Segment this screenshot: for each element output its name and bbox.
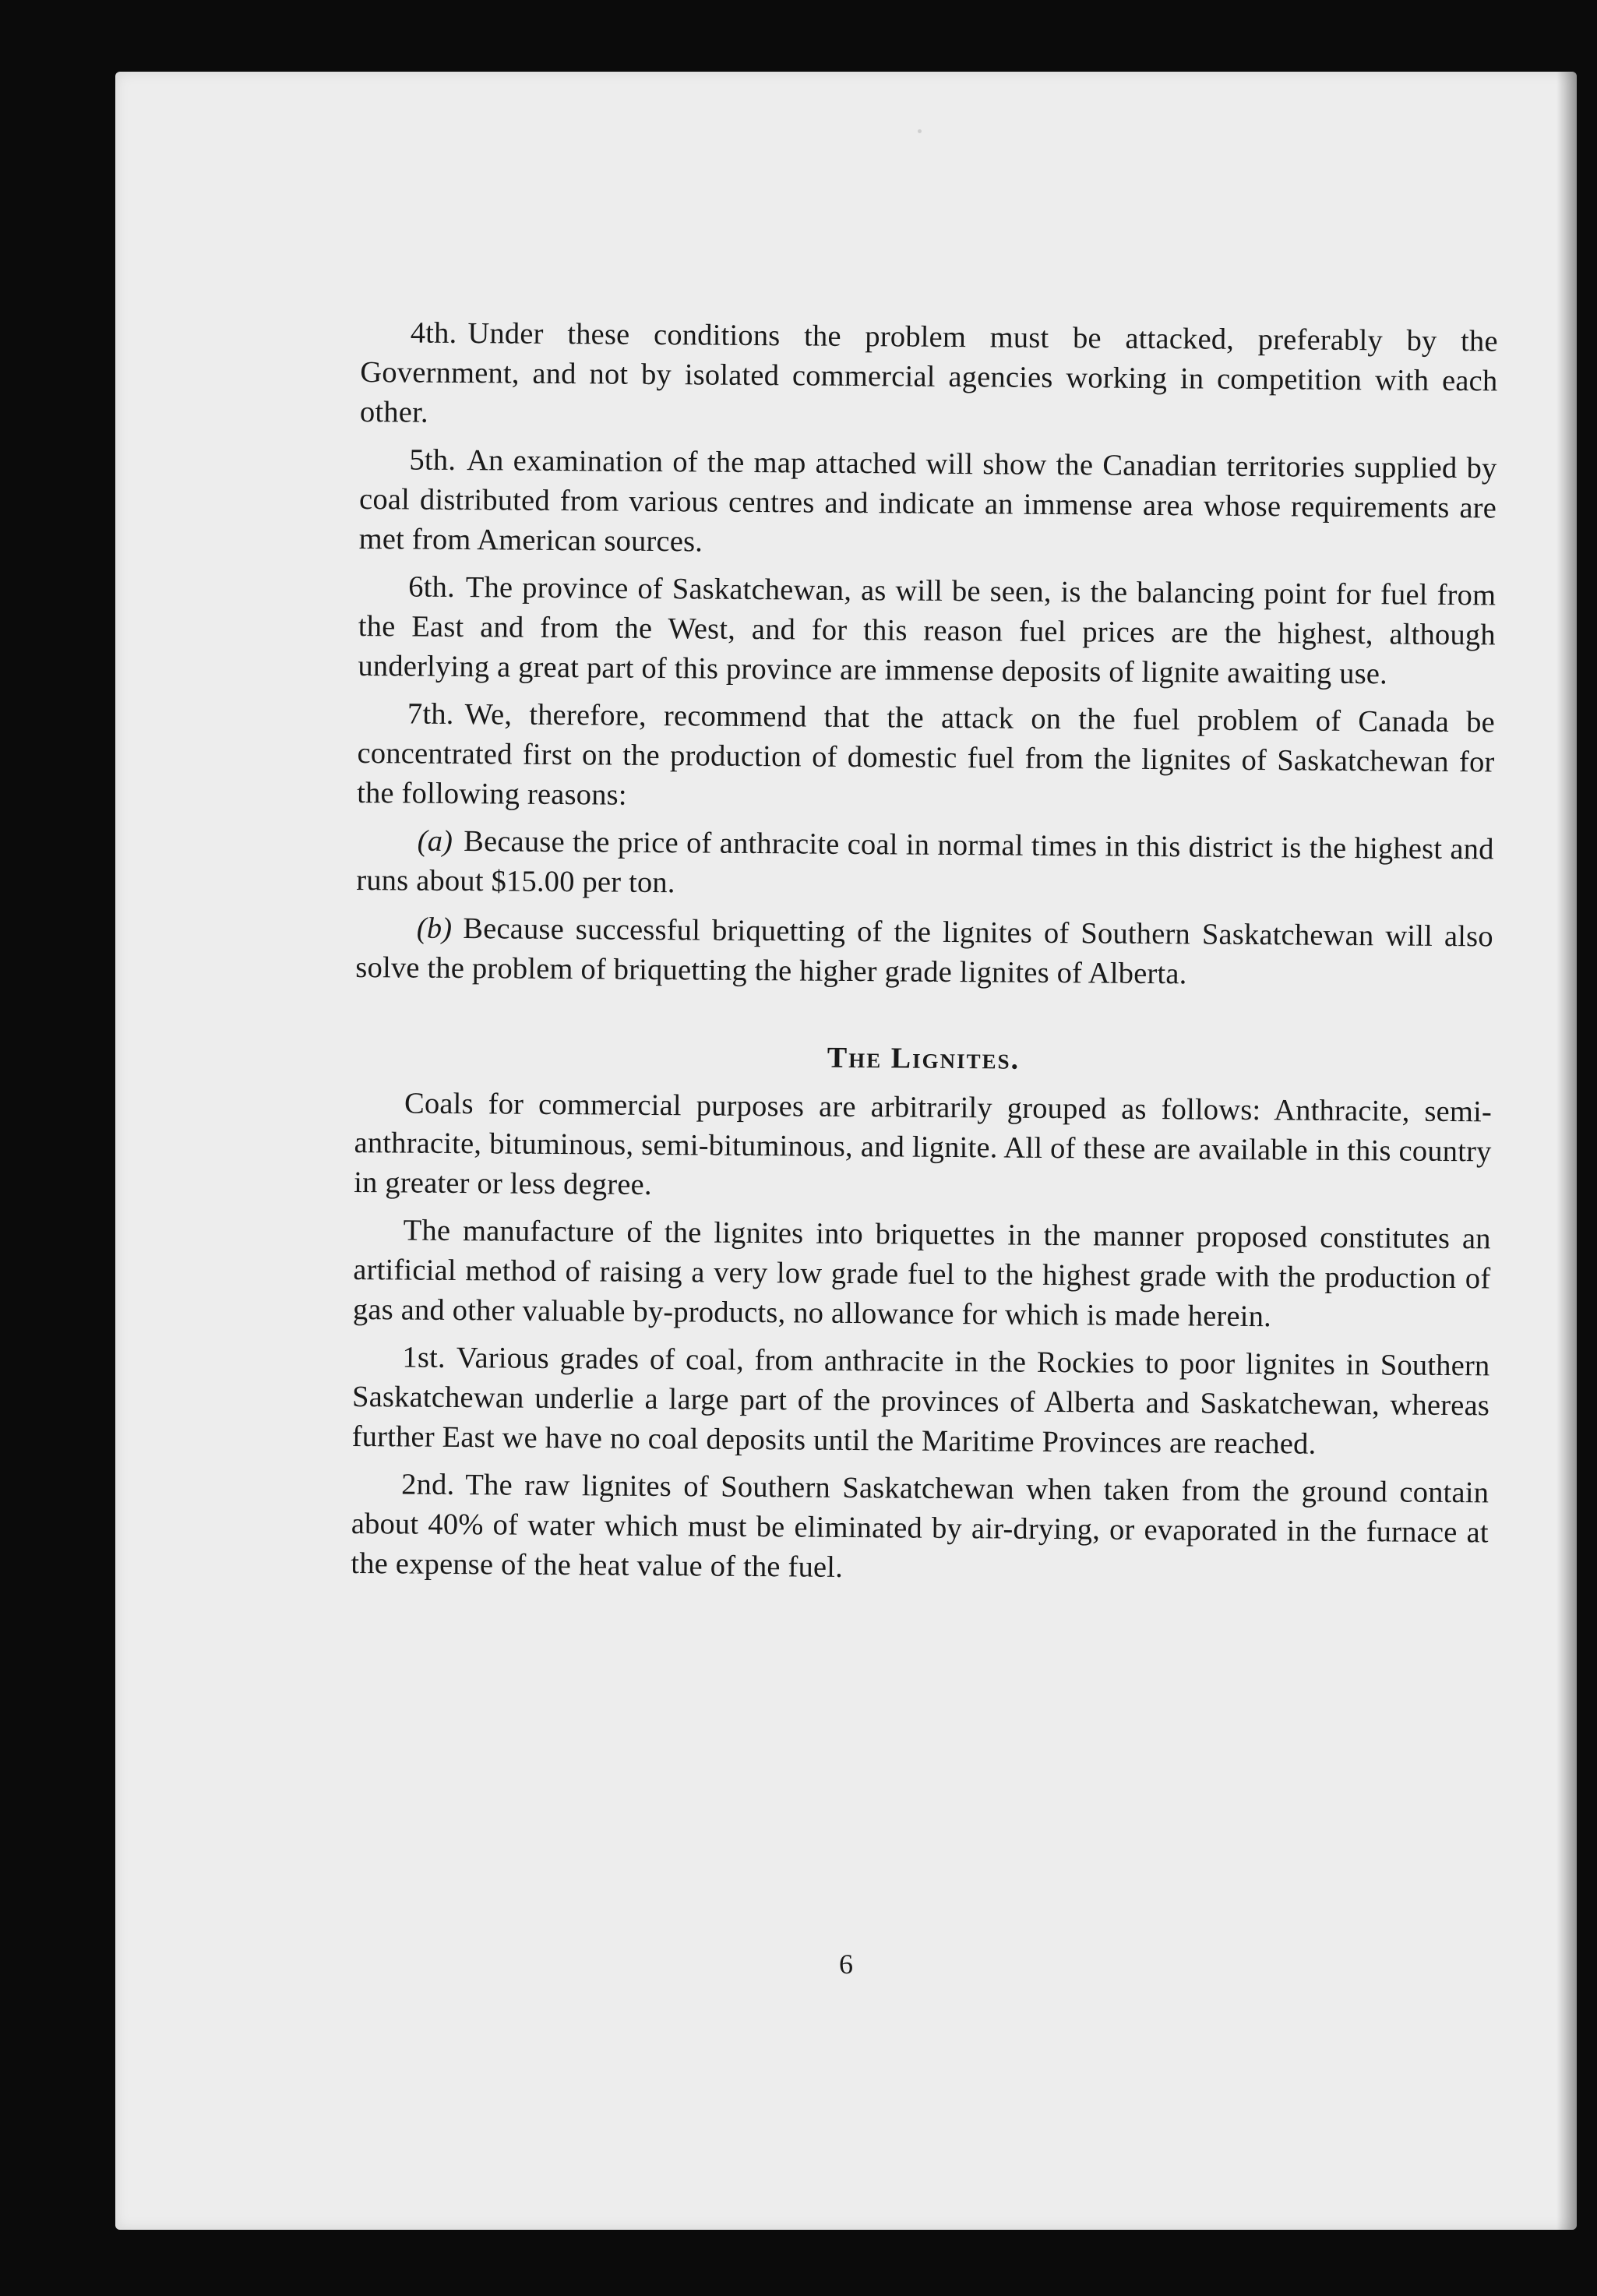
paragraph-text: An examination of the map attached will show the Canadian territories supplied by coal distributed from various centres and indicate an immense area whose requirements are met from American sources.	[358, 444, 1497, 559]
intro-paragraph: Coals for commercial purposes are arbitrarily grouped as follows: Anthracite, semi-anthracite, bituminous, semi-bituminous, and lignite. All of these are available in this country in greater or less degree.	[354, 1087, 1493, 1201]
page-number: 6	[839, 1949, 853, 1980]
reason-b	[355, 908, 1493, 996]
reason-text: Because successful briquetting of the lignites of Southern Saskatchewan will also solve the problem of briquetting the higher grade lignites of Alberta.	[355, 912, 1493, 991]
paragraph-number: 4th.	[410, 316, 457, 350]
page-body	[351, 313, 1498, 1600]
paragraph-text: The raw lignites of Southern Saskatchewan when taken from the ground contain about 40% of water which must be eliminated by air-drying, or evaporated in the furnace at the expense of the heat value of the fuel.	[351, 1469, 1489, 1584]
paragraph-5th	[359, 440, 1497, 568]
reason-text: Because the price of anthracite coal in normal times in this district is the highest and runs about $15.00 per ton.	[356, 825, 1494, 900]
paragraph-text: We, therefore, recommend that the attack on the fuel problem of Canada be concentrated first on the production of domestic fuel from the lignites of Saskatchewan for the following reasons:	[356, 698, 1496, 812]
reason-a	[356, 821, 1494, 909]
paragraph-6th	[358, 567, 1496, 695]
page-speck	[918, 129, 922, 133]
paragraph-4th	[360, 313, 1498, 441]
paragraph-number: 2nd.	[401, 1468, 455, 1501]
intro-paragraph: The manufacture of the lignites into briquettes in the manner proposed constitutes an artificial method of raising a very low grade fuel to the highest grade with the production of gas and other valuable by-products, no allowance for which is made herein.	[352, 1214, 1491, 1334]
paragraph-7th	[357, 694, 1495, 822]
paragraph-text: The province of Saskatchewan, as will be seen, is the balancing point for fuel from the East and from the West, and for this reason fuel prices are the highest, although underlying a great part of this province are immense deposits of lignite awaiting use.	[358, 571, 1497, 691]
paragraph-number: 1st.	[402, 1341, 446, 1374]
paragraph-number: 7th.	[407, 697, 454, 731]
paragraph-text: Under these conditions the problem must be attacked, preferably by the Government, and not by isolated commercial agencies working in competition with each other.	[359, 317, 1498, 429]
document-page	[115, 72, 1577, 2230]
paragraph-2nd	[351, 1465, 1489, 1592]
paragraph-number: 6th.	[408, 570, 456, 604]
paragraph-1st	[351, 1338, 1489, 1465]
paragraph-number: 5th.	[409, 443, 457, 477]
reason-label: (a)	[417, 824, 453, 858]
reason-label: (b)	[416, 912, 453, 945]
paragraph-text: Various grades of coal, from anthracite in the Rockies to poor lignites in Southern Saskatchewan underlie a large part of the provinces of Alberta and Saskatchewan, whereas further East we have no coal deposits until the Maritime Provinces are reached.	[351, 1342, 1490, 1461]
section-heading: The Lignites.	[827, 1041, 1021, 1076]
